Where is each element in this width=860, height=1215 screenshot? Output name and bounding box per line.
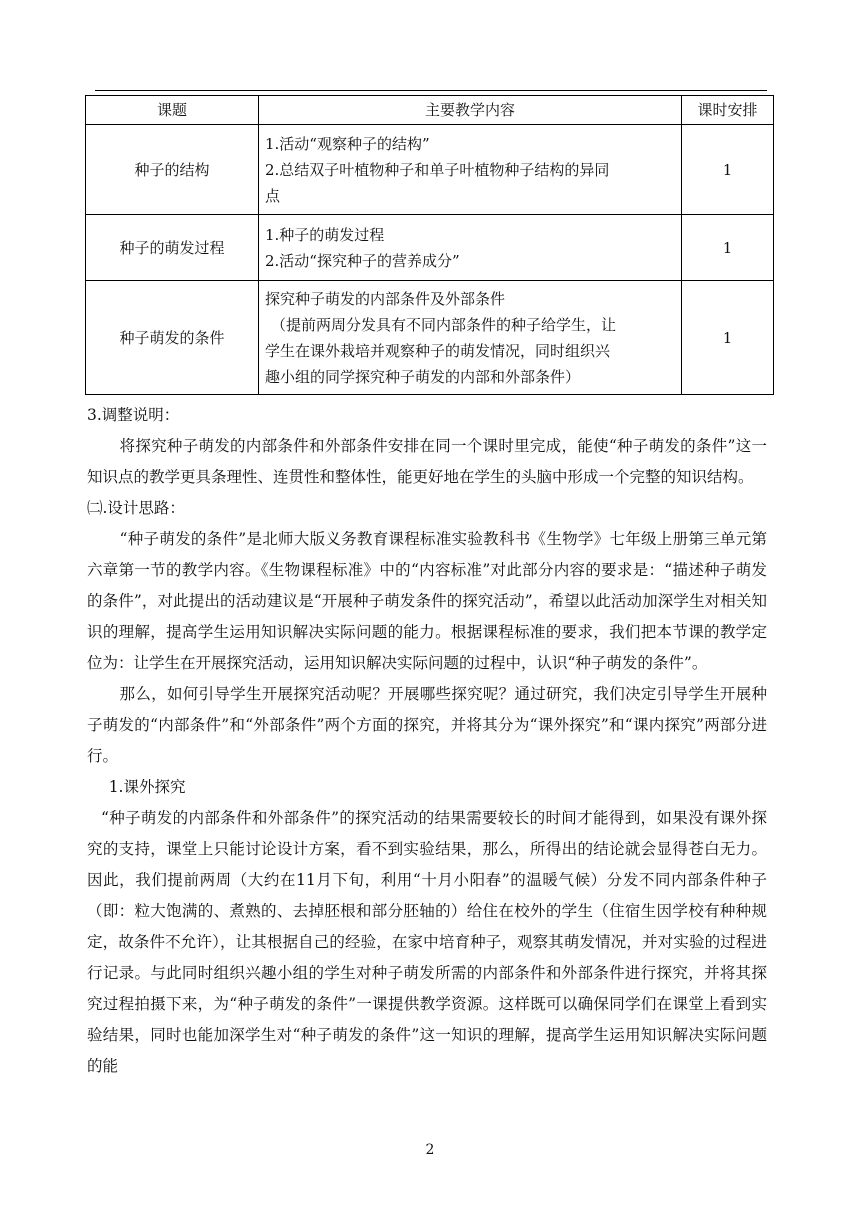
table-row xyxy=(86,281,774,395)
header-topic: 课题 xyxy=(86,96,259,125)
outside-heading: 1.课外探究 xyxy=(108,778,186,796)
header-rule xyxy=(95,90,767,91)
row-content xyxy=(259,125,682,215)
content-line: 2.总结双子叶植物种子和单子叶植物种子结构的异同 xyxy=(265,160,610,179)
table-row xyxy=(86,125,774,215)
body-text xyxy=(87,400,767,1082)
header-hours: 课时安排 xyxy=(682,96,774,125)
table-row xyxy=(86,215,774,281)
design-paragraph-1: “种子萌发的条件”是北师大版义务教育课程标准实验教科书《生物学》七年级上册第三单元第六章第一节的教学内容。《生物课程标准》中的“内容标准”对此部分内容的要求是：“描述种子萌发的条件”，对此提出的活动建议是“开展种子萌发条件的探究活动”，希望以此活动加深学生对相关知识的理解，提高学生运用知识解决实际问题的能力。根据课程标准的要求，我们把本节课的教学定位为：让学生在开展探究活动，运用知识解决实际问题的过程中，认识“种子萌发的条件”。 xyxy=(87,530,767,672)
row-topic: 种子萌发的条件 xyxy=(86,281,259,395)
content-line: 点 xyxy=(265,186,281,205)
row-hours: 1 xyxy=(682,125,774,215)
outside-paragraph: “种子萌发的内部条件和外部条件”的探究活动的结果需要较长的时间才能得到，如果没有课外探究的支持，课堂上只能讨论设计方案，看不到实验结果，那么，所得出的结论就会显得苍白无力。因此，我们提前两周（大约在11月下旬，利用“十月小阳春”的温暖气候）分发不同内部条件种子（即：粒大饱满的、煮熟的、去掉胚根和部分胚轴的）给住在校外的学生（住宿生因学校有种种规定，故条件不允许），让其根据自己的经验，在家中培育种子，观察其萌发情况，并对实验的过程进行记录。与此同时组织兴趣小组的学生对种子萌发所需的内部条件和外部条件进行探究，并将其探究过程拍摄下来，为“种子萌发的条件”一课提供教学资源。这样既可以确保同学们在课堂上看到实验结果，同时也能加深学生对“种子萌发的条件”这一知识的理解，提高学生运用知识解决实际问题的能 xyxy=(87,809,767,1075)
content-line: 趣小组的同学探究种子萌发的内部和外部条件） xyxy=(265,367,581,386)
row-topic: 种子的结构 xyxy=(86,125,259,215)
row-hours: 1 xyxy=(682,215,774,281)
row-hours: 1 xyxy=(682,281,774,395)
lesson-plan-table xyxy=(85,95,774,395)
adjust-paragraph: 将探究种子萌发的内部条件和外部条件安排在同一个课时里完成，能使“种子萌发的条件”这一知识点的教学更具条理性、连贯性和整体性，能更好地在学生的头脑中形成一个完整的知识结构。 xyxy=(87,437,767,486)
table-header-row xyxy=(86,96,774,125)
content-line: 学生在课外栽培并观察种子的萌发情况，同时组织兴 xyxy=(265,341,611,360)
page-number: 2 xyxy=(425,1142,435,1158)
content-line: 1.活动“观察种子的结构” xyxy=(265,134,430,153)
content-line: 2.活动“探究种子的营养成分” xyxy=(265,251,460,270)
row-topic: 种子的萌发过程 xyxy=(86,215,259,281)
content-line: （提前两周分发具有不同内部条件的种子给学生，让 xyxy=(271,315,617,334)
content-line: 1.种子的萌发过程 xyxy=(265,225,385,244)
row-content xyxy=(259,215,682,281)
design-heading: ㈡.设计思路： xyxy=(87,499,185,517)
header-content: 主要教学内容 xyxy=(259,96,682,125)
design-paragraph-2: 那么，如何引导学生开展探究活动呢？开展哪些探究呢？通过研究，我们决定引导学生开展种子萌发的“内部条件”和“外部条件”两个方面的探究，并将其分为“课外探究”和“课内探究”两部分进行。 xyxy=(87,685,767,765)
content-line: 探究种子萌发的内部条件及外部条件 xyxy=(265,289,506,308)
adjust-heading: 3.调整说明： xyxy=(87,406,180,424)
row-content xyxy=(259,281,682,395)
